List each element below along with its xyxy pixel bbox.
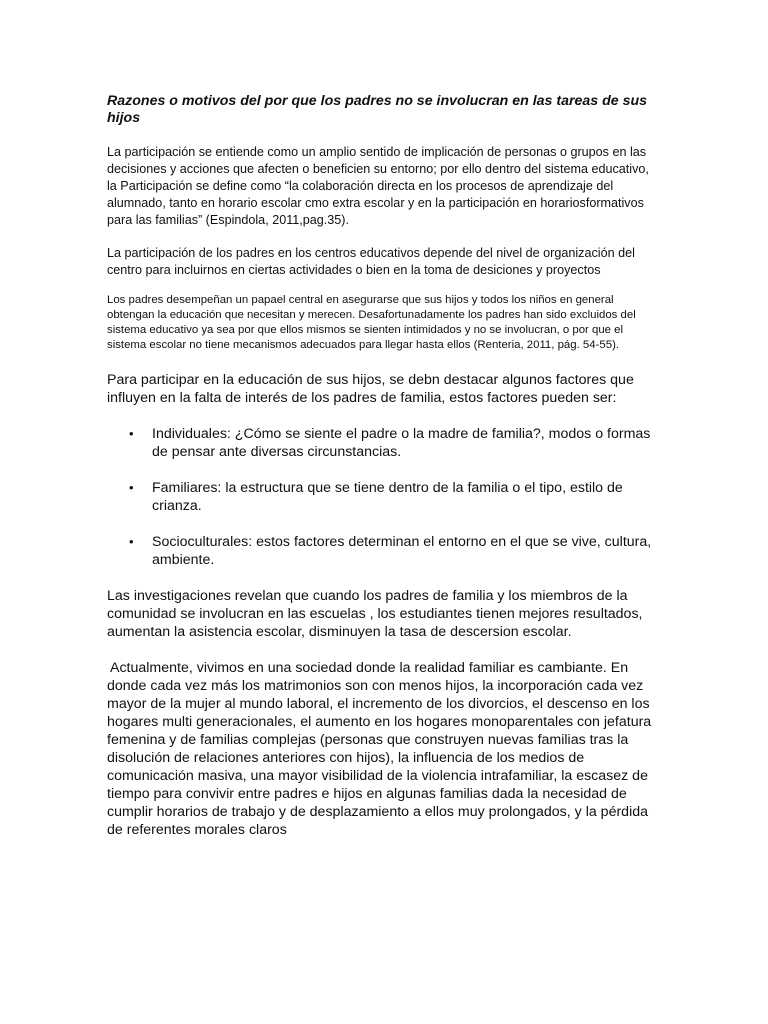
paragraph-participacion-definicion: La participación se entiende como un amplio sentido de implicación de personas o grupos en las decisiones y acciones que afecten o beneficien su entorno; por ello dentro del sistema educativo, la Participación se define como “la colaboración directa en los procesos de aprendizaje del alumnado, tanto en horario escolar cmo extra escolar y en la participación en horariosformativos para las familias” (Espindola, 2011,pag.35). (107, 145, 649, 227)
bullet-icon: • (129, 534, 134, 549)
paragraph-factores-intro: Para participar en la educación de sus hijos, se debn destacar algunos factores que influyen en la falta de interés de los padres de familia, estos factores pueden ser: (107, 372, 634, 406)
factors-list (107, 425, 659, 569)
bullet-icon: • (129, 426, 134, 441)
paragraph-rol-padres: Los padres desempeñan un papael central en asegurarse que sus hijos y todos los niños en general obtengan la educación que necesitan y merecen. Desafortunadamente los padres han sido excluidos del sistema educativo ya sea por que ellos mismos se sienten intimidados y no se involucran, o por que el sistema escolar no tiene mecanismos adecuados para llegar hasta ellos (Renteria, 2011, pág. 54-55). (107, 294, 636, 351)
list-item-text: Familiares: la estructura que se tiene dentro de la familia o el tipo, estilo de crianza. (152, 480, 623, 514)
list-item-text: Individuales: ¿Cómo se siente el padre o la madre de familia?, modos o formas de pensar ante diversas circunstancias. (152, 426, 651, 460)
list-item-familiares (107, 479, 659, 515)
list-item-text: Socioculturales: estos factores determinan el entorno en el que se vive, cultura, ambiente. (152, 534, 652, 568)
paragraph-actualmente: Actualmente, vivimos en una sociedad donde la realidad familiar es cambiante. En donde cada vez más los matrimonios son con menos hijos, la incorporación cada vez mayor de la mujer al mundo laboral, el incremento de los divorcios, el descenso en los hogares multi generacionales, el aumento en los hogares monoparentales con jefatura femenina y de familias complejas (personas que construyen nuevas familias tras la disolución de relaciones anteriores con hijos), la influencia de los medios de comunicación masiva, una mayor visibilidad de la violencia intrafamiliar, la escasez de tiempo para convivir entre padres e hijos en algunas familias dada la necesidad de cumplir horarios de trabajo y de desplazamiento a ellos muy prolongados, y la pérdida de referentes morales claros (107, 660, 652, 838)
bullet-icon: • (129, 480, 134, 495)
document-page (107, 93, 659, 857)
document-title: Razones o motivos del por que los padres no se involucran en las tareas de sus hijos (107, 93, 648, 126)
list-item-socioculturales (107, 533, 659, 569)
paragraph-investigaciones: Las investigaciones revelan que cuando los padres de familia y los miembros de la comunidad se involucran en las escuelas , los estudiantes tienen mejores resultados, aumentan la asistencia escolar, disminuyen la tasa de descersion escolar. (107, 588, 643, 640)
paragraph-participacion-centros: La participación de los padres en los centros educativos depende del nivel de organización del centro para incluirnos en ciertas actividades o bien en la toma de desiciones y proyectos (107, 246, 635, 277)
list-item-individuales (107, 425, 659, 461)
